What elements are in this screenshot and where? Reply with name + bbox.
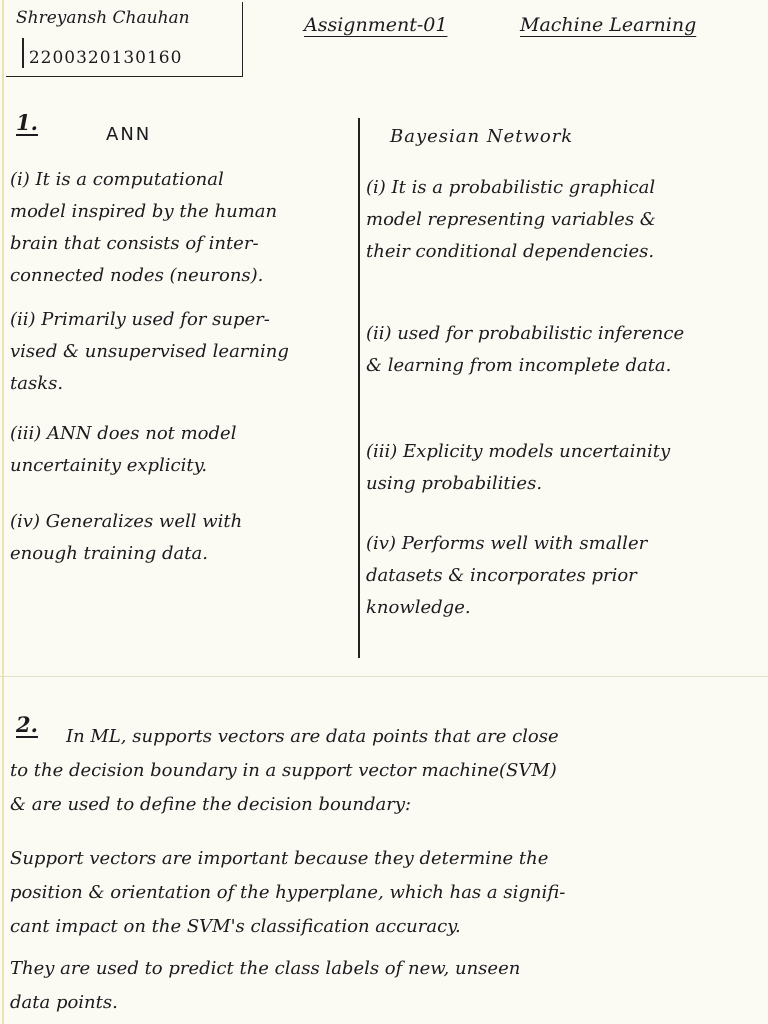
bn-point-2: (ii) used for probabilistic inference & learning from incomplete data. [366, 323, 685, 376]
student-name: Shreyansh Chauhan [16, 8, 190, 28]
section-separator [0, 676, 768, 677]
student-info-box [6, 2, 243, 77]
column-divider [358, 118, 360, 658]
ann-point-2: (ii) Primarily used for super- vised & unsupervised learning tasks. [10, 309, 289, 394]
bn-point-4: (iv) Performs well with smaller datasets & incorporates prior knowledge. [366, 533, 648, 618]
bn-point-3: (iii) Explicity models uncertainity using probabilities. [366, 441, 671, 494]
q2-paragraph-3: They are used to predict the class labels of new, unseen data points. [10, 958, 521, 1013]
question-2-number: 2. [16, 712, 38, 737]
page-margin-line [2, 0, 4, 1024]
ann-heading: ANN [106, 124, 152, 145]
question-1-number: 1. [16, 110, 38, 135]
bayesian-network-heading: Bayesian Network [390, 126, 574, 147]
q2-paragraph-2: Support vectors are important because they determine the position & orientation of the hyperplane, which has a signifi- cant impact on the SVM's classification accuracy. [10, 848, 566, 937]
ann-point-1: (i) It is a computational model inspired by the human brain that consists of inter- connected nodes (neurons). [10, 169, 278, 286]
bn-point-1: (i) It is a probabilistic graphical model representing variables & their conditional dependencies. [366, 177, 656, 262]
subject-title: Machine Learning [520, 14, 697, 36]
ann-point-3: (iii) ANN does not model uncertainity explicity. [10, 423, 237, 476]
roll-number [16, 48, 182, 68]
roll-number-text: 2200320130160 [28, 48, 183, 68]
assignment-title: Assignment-01 [304, 14, 448, 36]
ann-point-4: (iv) Generalizes well with enough training data. [10, 511, 243, 564]
q2-paragraph-1: In ML, supports vectors are data points that are close to the decision boundary in a support vector machine(SVM) & are used to define the decision boundary: [10, 726, 559, 815]
